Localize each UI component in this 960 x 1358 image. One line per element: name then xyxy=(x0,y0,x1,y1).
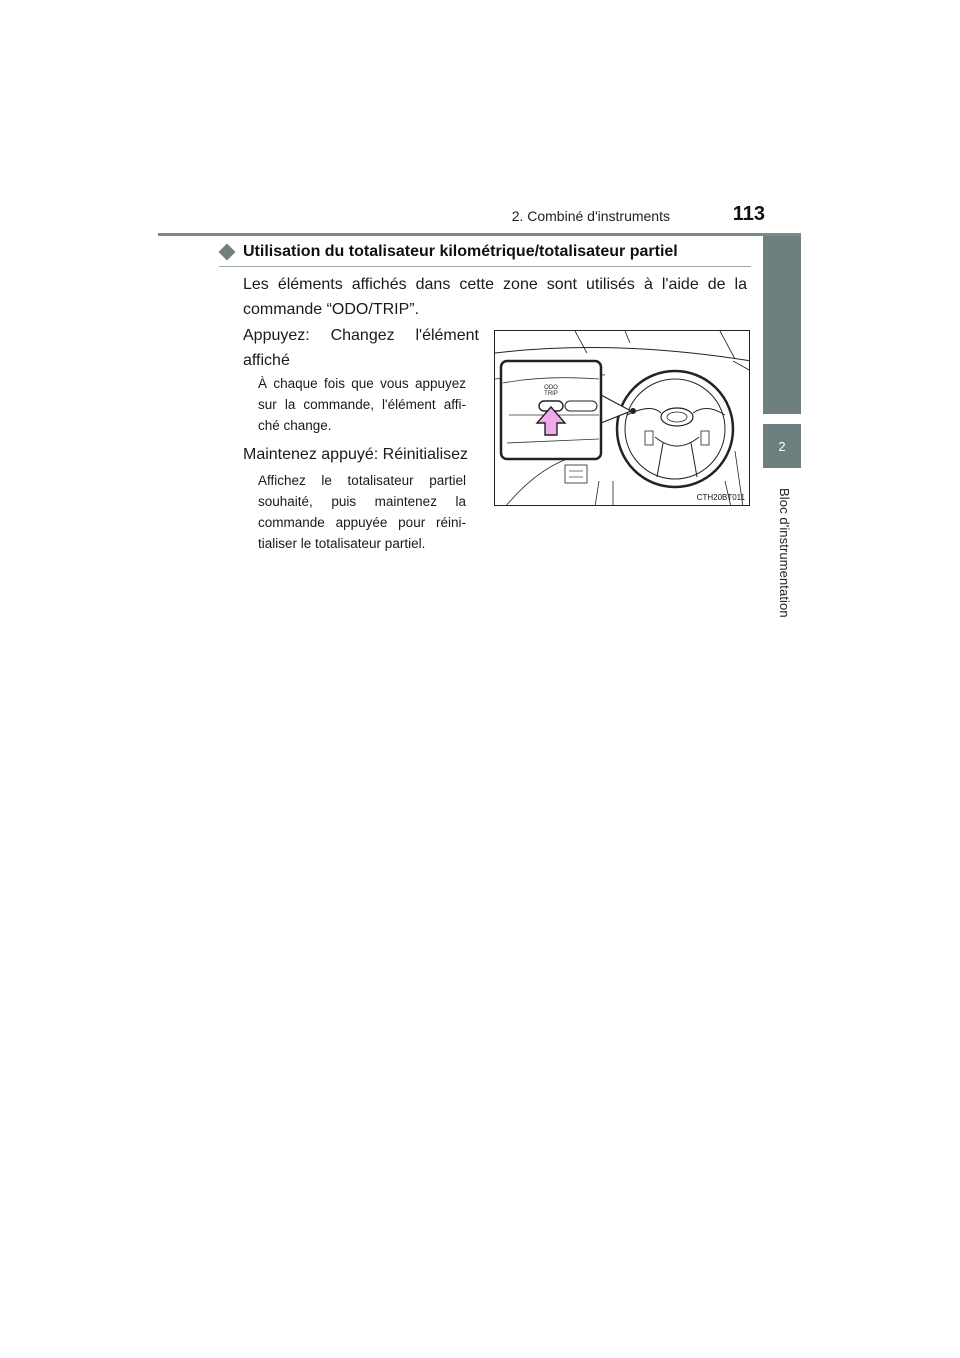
page-number: 113 xyxy=(732,203,765,225)
section-heading xyxy=(219,243,759,261)
intro-paragraph: Les éléments affichés dans cette zone sont utilisés à l'aide de la commande “ODO/TRIP”. xyxy=(243,276,747,318)
switch-label-trip: TRIP xyxy=(544,391,558,397)
header-rule xyxy=(158,233,801,236)
diamond-bullet-icon xyxy=(219,244,236,261)
odo-trip-illustration xyxy=(494,330,750,506)
chapter-tab-label: Bloc d'instrumentation xyxy=(777,488,792,618)
steering-wheel-drawing xyxy=(495,331,750,506)
item-press-description: À chaque fois que vous appuyez sur la commande, l'élément affi-ché change. xyxy=(258,376,466,433)
figure-code: CTH20BT011 xyxy=(696,493,745,502)
chapter-tab-number: 2 xyxy=(763,424,801,468)
item-press-term: Appuyez: Changez l'élément affiché xyxy=(243,327,479,369)
section-heading-text: Utilisation du totalisateur kilométrique/totalisateur partiel xyxy=(243,243,678,260)
running-header: 2. Combiné d'instruments xyxy=(511,208,670,224)
item-hold-term: Maintenez appuyé: Réinitialisez xyxy=(243,446,469,463)
heading-rule xyxy=(219,266,751,267)
switch-label-odo: ODO xyxy=(544,385,558,391)
item-hold-description: Affichez le totalisateur partiel souhaité, puis maintenez la commande appuyée pour réini-tialiser le totalisateur partiel. xyxy=(258,473,466,551)
chapter-tab-bar xyxy=(763,236,801,414)
